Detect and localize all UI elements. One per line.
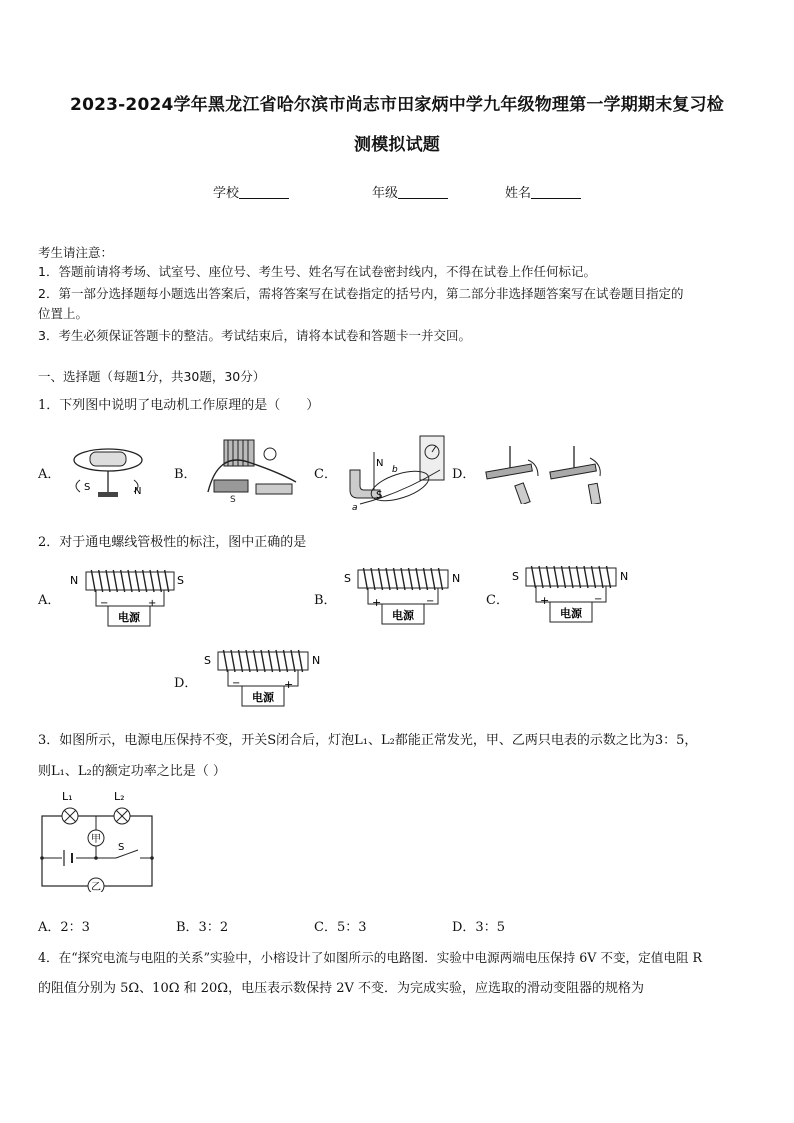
q2-b-power-label: 电源: [392, 609, 414, 622]
name-blank: [531, 186, 581, 199]
q2-figure-d: [202, 646, 326, 712]
q2-option-c-label[interactable]: C．: [486, 593, 509, 608]
school-label: 学校: [213, 186, 240, 201]
notice-item-2-cont: 位置上。: [38, 306, 89, 321]
notice-item-1: 1．答题前请将考场、试室号、座位号、考生号、姓名写在试卷密封线内，不得在试卷上作任何标记。: [38, 264, 596, 279]
q2-a-plus: +: [148, 598, 157, 609]
q1-option-d-label[interactable]: D．: [452, 467, 476, 482]
q3-meter-a-label: 甲: [91, 834, 101, 845]
q1-figure-d: [478, 438, 612, 504]
q3-stem-line1: 3．如图所示，电源电压保持不变，开关S闭合后，灯泡L₁、L₂都能正常发光，甲、乙两只电表的示数之比为3：5，: [38, 733, 698, 748]
grade-field: [372, 182, 448, 201]
q2-figure-c: [510, 562, 634, 628]
q1-stem: 1．下列图中说明了电动机工作原理的是（ ）: [38, 398, 320, 413]
q2-d-plus: +: [284, 678, 294, 691]
school-field: [213, 182, 289, 201]
q2-figure-b: [342, 564, 466, 630]
q2-b-minus: −: [426, 596, 435, 607]
q2-c-power-label: 电源: [560, 607, 582, 620]
q3-option-a[interactable]: A．2：3: [38, 920, 90, 935]
q1-option-c-label[interactable]: C．: [314, 467, 337, 482]
q2-b-left-pole: S: [344, 572, 351, 585]
grade-blank: [398, 186, 448, 199]
q3-meter-b-label: 乙: [91, 882, 101, 892]
q1-option-b-label[interactable]: B．: [174, 467, 197, 482]
notice-item-2: 2．第一部分选择题每小题选出答案后，需将答案写在试卷指定的括号内，第二部分非选择题答案写在试卷题目指定的: [38, 286, 684, 301]
q2-d-power-label: 电源: [252, 691, 274, 704]
q2-c-left-pole: S: [512, 570, 519, 583]
q1-figure-a: [62, 436, 154, 502]
q2-c-plus: +: [540, 594, 550, 607]
q2-option-b-label[interactable]: B．: [314, 593, 337, 608]
q2-a-power-label: 电源: [118, 611, 140, 624]
q1-figure-c: [340, 430, 450, 514]
q2-a-left-pole: N: [70, 574, 79, 587]
q3-circuit-figure: [36, 786, 160, 892]
q4-stem-line2: 的阻值分别为 5Ω、10Ω 和 20Ω，电压表示数保持 2V 不变．为完成实验，应选取的滑动变阻器的规格为: [38, 981, 645, 996]
q3-switch-label: S: [118, 842, 125, 853]
q2-option-d-label[interactable]: D．: [174, 676, 198, 691]
q1-c-a-label: a: [352, 503, 358, 513]
q3-stem-line2: 则L₁、L₂的额定功率之比是（ ）: [38, 764, 226, 779]
q3-option-c[interactable]: C．5：3: [314, 920, 367, 935]
q2-d-left-pole: S: [204, 654, 211, 667]
grade-label: 年级: [372, 186, 399, 201]
q2-b-plus: +: [372, 596, 382, 609]
q2-option-a-label[interactable]: A．: [38, 593, 61, 608]
q1-c-s-label: S: [376, 490, 383, 501]
q2-d-minus: −: [232, 678, 241, 689]
q3-l1-label: L₁: [62, 790, 73, 803]
q2-d-right-pole: N: [312, 654, 321, 667]
svg-text:S: S: [230, 495, 236, 504]
q2-c-minus: −: [594, 594, 603, 605]
q4-stem-line1: 4．在“探究电流与电阻的关系”实验中，小榕设计了如图所示的电路图．实验中电源两端电压保持 6V 不变，定值电阻 R: [38, 950, 702, 965]
q3-option-d[interactable]: D．3：5: [452, 920, 505, 935]
name-field: [505, 182, 581, 201]
q2-a-right-pole: S: [177, 574, 184, 587]
q1-c-b-label: b: [392, 465, 398, 475]
q1-a-n-label: N: [134, 486, 142, 497]
school-blank: [239, 186, 289, 199]
q2-b-right-pole: N: [452, 572, 461, 585]
notice-heading: 考生请注意：: [38, 245, 114, 260]
q1-c-n-label: N: [376, 458, 384, 469]
q3-option-b[interactable]: B．3：2: [176, 920, 229, 935]
q2-figure-a: [66, 566, 190, 632]
q1-a-s-label: S: [84, 482, 91, 493]
name-label: 姓名: [505, 186, 532, 201]
q3-l2-label: L₂: [114, 790, 125, 803]
page-title: 2023-2024学年黑龙江省哈尔滨市尚志市田家炳中学九年级物理第一学期期末复习检: [70, 95, 724, 115]
q2-a-minus: −: [100, 598, 109, 609]
q2-stem: 2．对于通电螺线管极性的标注，图中正确的是: [38, 535, 307, 550]
section-heading: 一、选择题（每题1分，共30题，30分）: [38, 369, 266, 384]
notice-item-3: 3．考生必须保证答题卡的整洁。考试结束后，请将本试卷和答题卡一并交回。: [38, 328, 471, 343]
page-title-line2: 测模拟试题: [354, 135, 440, 155]
q2-c-right-pole: N: [620, 570, 629, 583]
q1-figure-b: [200, 432, 300, 504]
q1-option-a-label[interactable]: A．: [38, 467, 61, 482]
